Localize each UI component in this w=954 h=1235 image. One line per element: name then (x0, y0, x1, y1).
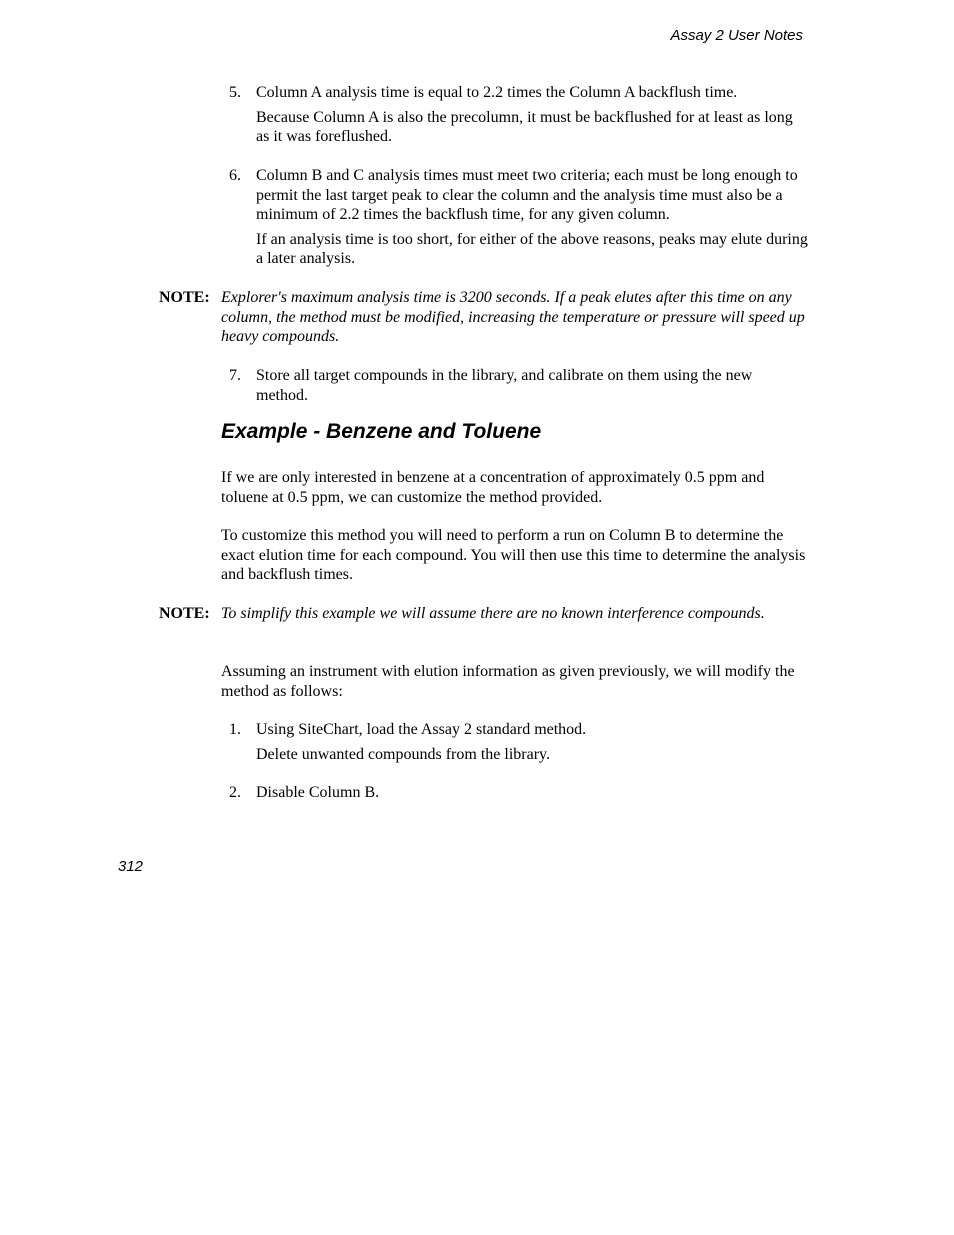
list-item-subtext: If an analysis time is too short, for either of the above reasons, peaks may elute during a later analysis. (256, 230, 808, 267)
list-number: 5. (229, 84, 241, 101)
paragraph-assuming: Assuming an instrument with elution information as given previously, we will modify the method as follows: (221, 663, 795, 700)
note-label: NOTE: (159, 289, 210, 306)
step-item-1 (229, 720, 808, 764)
list-item-text: Column B and C analysis times must meet two criteria; each must be long enough to permit the last target peak to clear the column and the analysis time must also be a minimum of 2.2 times the backflush time, for any given column. (256, 167, 798, 223)
list-item-6 (229, 166, 808, 269)
list-item-text: Using SiteChart, load the Assay 2 standard method. (256, 721, 587, 738)
note-interference (159, 604, 809, 624)
list-item-text: Column A analysis time is equal to 2.2 times the Column A backflush time. (256, 84, 738, 101)
list-item-5 (229, 83, 808, 147)
note-text: Explorer's maximum analysis time is 3200 seconds. If a peak elutes after this time on any column, the method must be modified, increasing the temperature or pressure will speed up heavy compounds. (221, 289, 805, 345)
list-item-subtext: Because Column A is also the precolumn, it must be backflushed for at least as long as it was foreflushed. (256, 108, 793, 145)
paragraph-intro: If we are only interested in benzene at a concentration of approximately 0.5 ppm and toluene at 0.5 ppm, we can customize the method provided. (221, 469, 765, 506)
list-number: 7. (229, 367, 241, 384)
note-analysis-time (159, 288, 809, 347)
note-text: To simplify this example we will assume there are no known interference compounds. (221, 605, 765, 622)
section-heading: Example - Benzene and Toluene (221, 420, 542, 443)
list-item-subtext: Delete unwanted compounds from the library. (256, 745, 550, 763)
list-item-7 (229, 366, 808, 405)
list-number: 2. (229, 784, 241, 801)
step-item-2 (229, 783, 808, 803)
list-number: 1. (229, 721, 241, 738)
running-header: Assay 2 User Notes (670, 27, 803, 44)
list-item-text: Disable Column B. (256, 784, 380, 801)
list-number: 6. (229, 167, 241, 184)
note-label: NOTE: (159, 605, 210, 622)
page-number: 312 (118, 858, 144, 875)
paragraph-customize: To customize this method you will need to perform a run on Column B to determine the exact elution time for each compound. You will then use this time to determine the analysis and backflush times. (221, 527, 806, 583)
list-item-text: Store all target compounds in the library, and calibrate on them using the new method. (256, 367, 753, 404)
